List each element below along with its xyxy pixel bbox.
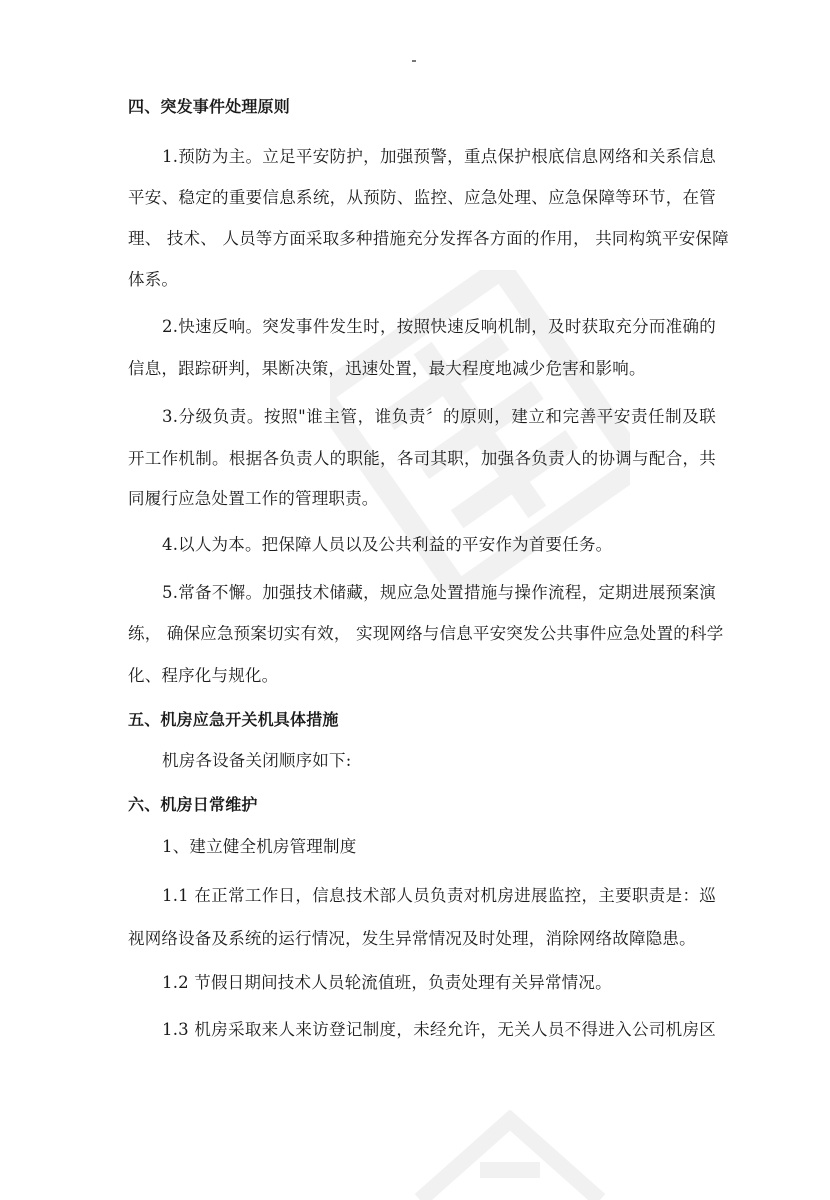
paragraph-line: 1.预防为主。立足平安防护，加强预警，重点保护根底信息网络和关系信息	[162, 147, 716, 166]
paragraph-line: 平安、稳定的重要信息系统，从预防、监控、应急处理、应急保障等环节，在管	[128, 188, 716, 207]
paragraph-line: 化、程序化与规化。	[128, 666, 279, 685]
paragraph-line: 2.快速反响。突发事件发生时，按照快速反响机制，及时获取充分而准确的	[162, 317, 716, 336]
paragraph-line: 练， 确保应急预案切实有效， 实现网络与信息平安突发公共事件应急处置的科学	[128, 624, 724, 643]
paragraph-line: 视网络设备及系统的运行情况，发生异常情况及时处理，消除网络故障隐患。	[128, 929, 696, 948]
paragraph-line: 4.以人为本。把保障人员以及公共利益的平安作为首要任务。	[162, 535, 613, 554]
paragraph-line: 同履行应急处置工作的管理职责。	[128, 489, 379, 508]
section-heading-4: 四、突发事件处理原则	[128, 97, 291, 116]
paragraph-line: 信息，跟踪研判，果断决策，迅速处置，最大程度地减少危害和影响。	[128, 359, 646, 378]
paragraph-line: 机房各设备关闭顺序如下:	[162, 751, 352, 770]
watermark-logo-icon	[400, 1110, 620, 1200]
paragraph-line: 5.常备不懈。加强技术储藏，规应急处置措施与操作流程，定期进展预案演	[162, 583, 716, 602]
header-mark	[412, 60, 416, 62]
paragraph-line: 1.3 机房采取来人来访登记制度，未经允许，无关人员不得进入公司机房区	[162, 1020, 716, 1039]
section-heading-6: 六、机房日常维护	[128, 795, 258, 814]
paragraph-line: 1.1 在正常工作日，信息技术部人员负责对机房进展监控，主要职责是：巡	[162, 886, 716, 905]
paragraph-line: 开工作机制。根据各负责人的职能，各司其职，加强各负责人的协调与配合，共	[128, 449, 716, 468]
subheading-1: 1、建立健全机房管理制度	[162, 837, 357, 856]
paragraph-line: 1.2 节假日期间技术人员轮流值班，负责处理有关异常情况。	[162, 973, 612, 992]
paragraph-line: 3.分级负责。按照"谁主管，谁负责〞的原则，建立和完善平安责任制及联	[162, 407, 716, 426]
paragraph-line: 理、 技术、 人员等方面采取多种措施充分发挥各方面的作用， 共同构筑平安保障	[128, 229, 729, 248]
section-heading-5: 五、机房应急开关机具体措施	[128, 710, 339, 729]
paragraph-line: 体系。	[128, 270, 179, 289]
